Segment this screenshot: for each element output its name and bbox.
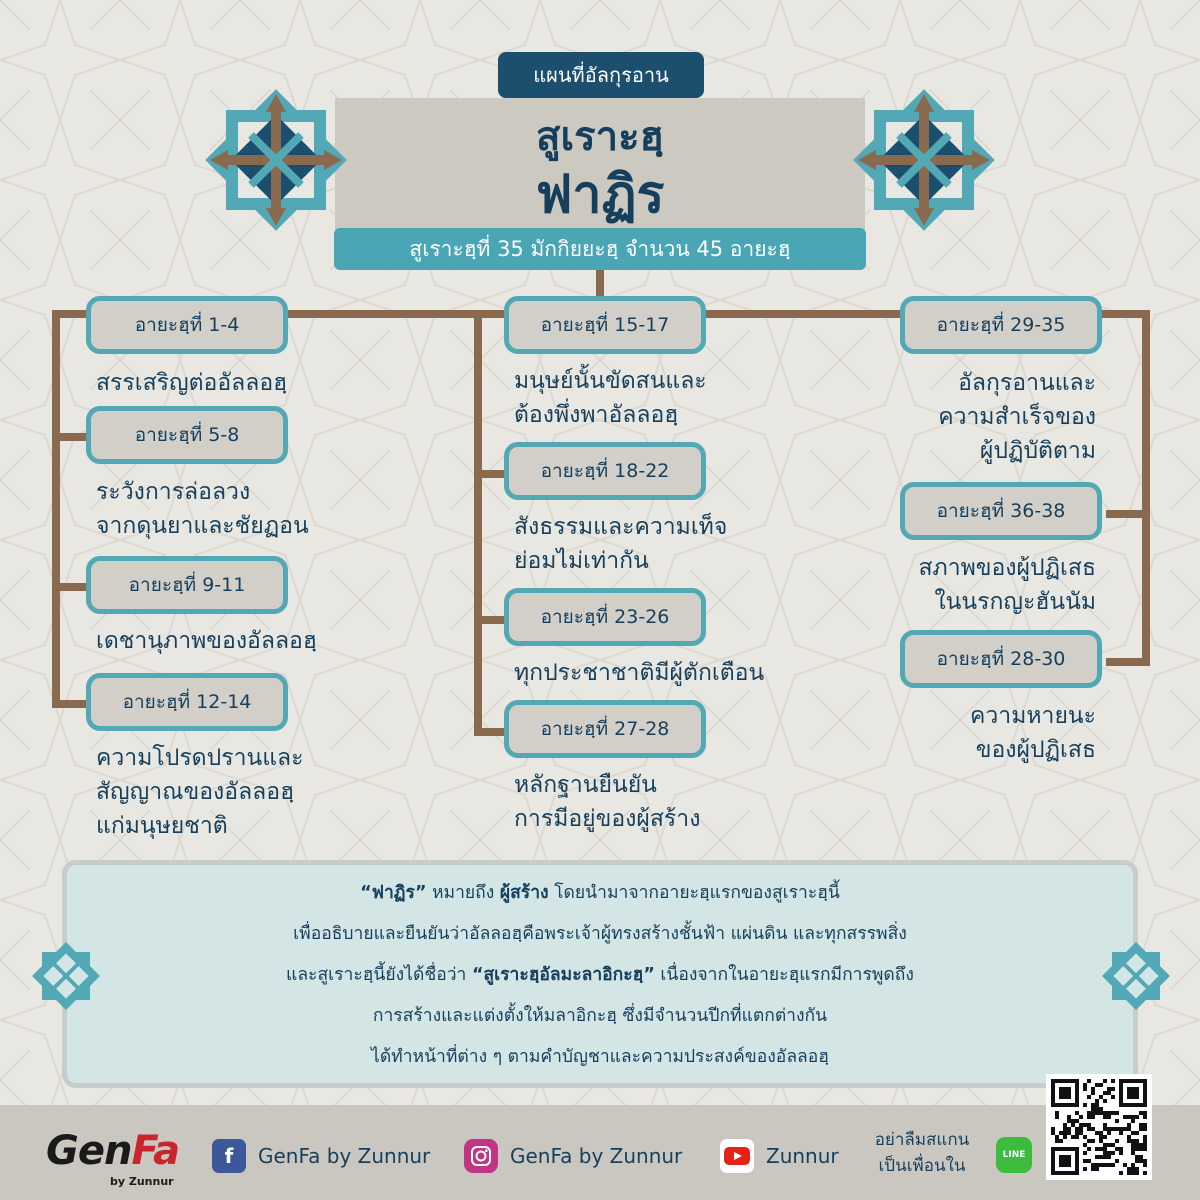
connector-tick <box>52 433 90 441</box>
verse-topic: ความโปรดปรานและ สัญญาณของอัลลอฮฺ แก่มนุษยชาติ <box>96 745 304 839</box>
verse-topic: เดชานุภาพของอัลลอฮฺ <box>96 628 317 654</box>
verse-box: อายะฮฺที่ 28-30 <box>900 630 1102 688</box>
connector-middle <box>474 310 482 736</box>
map-badge: แผนที่อัลกุรอาน <box>498 52 704 98</box>
verse-box: อายะฮฺที่ 9-11 <box>86 556 288 614</box>
line-qr-code[interactable] <box>1046 1074 1152 1180</box>
explanation-note <box>62 860 1138 1088</box>
verse-topic: ความหายนะ ของผู้ปฏิเสธ <box>969 703 1096 763</box>
line-icon[interactable]: LINE <box>996 1137 1032 1173</box>
verse-topic: ทุกประชาชาติมีผู้ตักเตือน <box>514 660 765 686</box>
verse-box: อายะฮฺที่ 5-8 <box>86 406 288 464</box>
note-line: เพื่ออธิบายและยืนยันว่าอัลลอฮฺคือพระเจ้าผู้ทรงสร้างชั้นฟ้า แผ่นดิน และทุกสรรพสิ่ง <box>293 924 907 944</box>
note-line: ได้ทำหน้าที่ต่าง ๆ ตามคำบัญชาและความประสงค์ของอัลลอฮฺ <box>371 1047 829 1067</box>
surah-info: สูเราะฮฺที่ 35 มักกิยยะฮฺ จำนวน 45 อายะฮฺ <box>334 228 866 270</box>
connector-tick <box>52 700 90 708</box>
ornament-small-left-icon <box>28 938 104 1014</box>
qr-code-icon <box>1051 1079 1147 1175</box>
connector-tick <box>1106 510 1150 518</box>
verse-topic: สังธรรมและความเท็จ ย่อมไม่เท่ากัน <box>514 514 728 574</box>
verse-topic: สรรเสริญต่ออัลลอฮฺ <box>96 370 288 396</box>
facebook-link[interactable] <box>212 1138 430 1174</box>
ornament-star-left-icon <box>196 80 356 240</box>
note-line: “ฟาฏิร” หมายถึง ผู้สร้าง โดยนำมาจากอายะฮฺแรกของสูเราะฮฺนี้ <box>360 883 840 903</box>
youtube-link[interactable] <box>720 1138 839 1174</box>
instagram-link[interactable] <box>464 1138 682 1174</box>
verse-topic: อัลกุรอานและ ความสำเร็จของ ผู้ปฏิบัติตาม <box>938 370 1096 464</box>
instagram-icon <box>464 1139 498 1173</box>
connector-tick <box>1106 658 1150 666</box>
verse-box: อายะฮฺที่ 15-17 <box>504 296 706 354</box>
facebook-label: GenFa by Zunnur <box>258 1144 431 1168</box>
verse-box: อายะฮฺที่ 1-4 <box>86 296 288 354</box>
surah-name: ฟาฏิร <box>535 165 665 225</box>
verse-topic: หลักฐานยืนยัน การมีอยู่ของผู้สร้าง <box>514 772 701 832</box>
connector-tick <box>52 583 90 591</box>
youtube-icon <box>720 1139 754 1173</box>
instagram-label: GenFa by Zunnur <box>510 1144 683 1168</box>
connector-left <box>52 310 60 708</box>
surah-prefix: สูเราะฮฺ <box>536 114 664 160</box>
verse-topic: ระวังการล่อลวง จากดุนยาและชัยฏอน <box>96 479 309 539</box>
verse-box: อายะฮฺที่ 27-28 <box>504 700 706 758</box>
ornament-small-right-icon <box>1098 938 1174 1014</box>
youtube-label: Zunnur <box>766 1144 839 1168</box>
note-line: การสร้างและแต่งตั้งให้มลาอิกะฮฺ ซึ่งมีจำนวนปีกที่แตกต่างกัน <box>372 1006 828 1026</box>
scan-reminder: อย่าลืมสแกน เป็นเพื่อนใน <box>874 1130 970 1176</box>
genfa-logo: GenFa <box>46 1128 180 1174</box>
verse-topic: สภาพของผู้ปฏิเสธ ในนรกญะฮันนัม <box>918 555 1096 615</box>
verse-topic: มนุษย์นั้นขัดสนและ ต้องพึ่งพาอัลลอฮฺ <box>514 368 707 428</box>
verse-box: อายะฮฺที่ 36-38 <box>900 482 1102 540</box>
logo-byline: by Zunnur <box>110 1175 174 1188</box>
connector-right <box>1142 310 1150 666</box>
ornament-star-right-icon <box>844 80 1004 240</box>
verse-box: อายะฮฺที่ 29-35 <box>900 296 1102 354</box>
verse-box: อายะฮฺที่ 23-26 <box>504 588 706 646</box>
note-line: และสูเราะฮฺนี้ยังได้ชื่อว่า “สูเราะฮฺอัลมะลาอิกะฮฺ” เนื่องจากในอายะฮฺแรกมีการพูดถึง <box>286 965 914 985</box>
verse-box: อายะฮฺที่ 18-22 <box>504 442 706 500</box>
facebook-icon: f <box>212 1139 246 1173</box>
verse-box: อายะฮฺที่ 12-14 <box>86 673 288 731</box>
